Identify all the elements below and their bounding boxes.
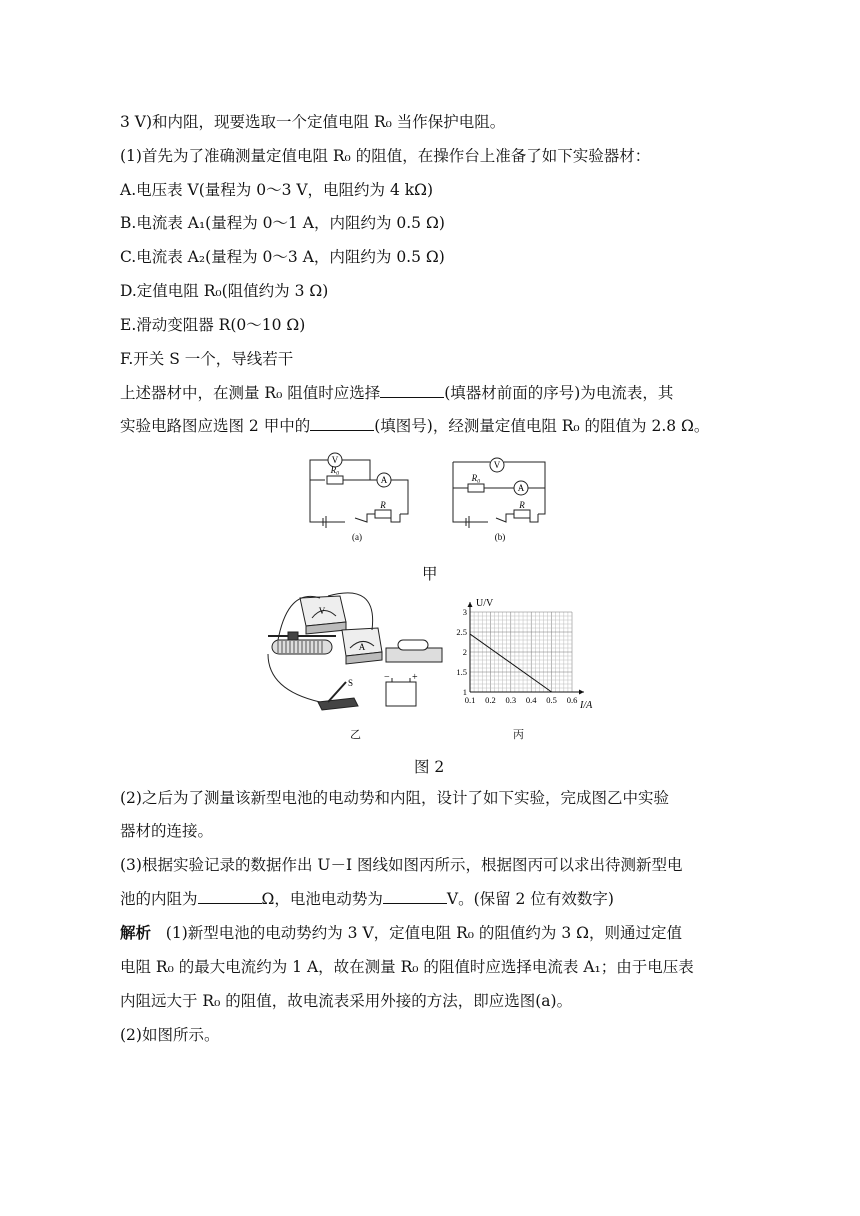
option-e: E.滑动变阻器 R(0～10 Ω) <box>120 316 306 334</box>
answer-blank[interactable] <box>383 889 447 904</box>
text-line: 内阻远大于 R₀ 的阻值，故电流表采用外接的方法，即应选图(a)。 <box>120 992 573 1010</box>
text-span: (填图号)，经测量定值电阻 R₀ 的阻值为 2.8 Ω。 <box>374 417 710 435</box>
circuit-diagram-b <box>448 450 560 544</box>
y-tick-label: 2 <box>462 647 467 657</box>
x-tick-label: 0.4 <box>525 695 537 705</box>
apparatus-diagram <box>258 590 458 720</box>
rheostat-label: R <box>380 500 386 510</box>
y-axis-arrow <box>468 602 473 607</box>
text-line: (2)如图所示。 <box>120 1026 220 1044</box>
question-1: (1)首先为了准确测量定值电阻 R₀ 的阻值，在操作台上准备了如下实验器材： <box>120 147 651 165</box>
y-tick-label: 3 <box>462 607 467 617</box>
text-span: V。(保留 2 位有效数字) <box>446 890 614 908</box>
text-span: Ω，电池电动势为 <box>261 890 383 908</box>
battery-minus-label: − <box>384 672 390 683</box>
battery-plus-label: + <box>412 672 418 683</box>
text-line <box>120 383 673 403</box>
x-axis-label: I/A <box>580 700 593 711</box>
text-span: (1)新型电池的电动势约为 3 V，定值电阻 R₀ 的阻值约为 3 Ω，则通过定值 <box>165 924 682 942</box>
voltmeter-label: V <box>331 455 339 465</box>
ammeter-label: A <box>380 475 388 485</box>
text-span: 实验电路图应选图 2 甲中的 <box>120 417 311 435</box>
analysis-heading: 解析 <box>120 923 152 942</box>
x-tick-label: 0.6 <box>566 695 578 705</box>
text-line: 电阻 R₀ 的最大电流约为 1 A，故在测量 R₀ 的阻值时应选择电流表 A₁；由于电压表 <box>120 958 694 976</box>
answer-blank[interactable] <box>380 383 444 398</box>
text-line <box>120 889 614 909</box>
figure-2-caption: 图 2 <box>414 758 445 776</box>
y-axis-label: U/V <box>476 598 494 609</box>
x-axis-arrow <box>579 690 584 695</box>
text-span: 上述器材中，在测量 R₀ 阻值时应选择 <box>120 384 381 402</box>
voltmeter-label: V <box>493 460 501 470</box>
y-tick-label: 1.5 <box>456 667 467 677</box>
analysis-line <box>120 923 682 943</box>
circuit-diagram-a <box>305 450 417 544</box>
text-span: 池的内阻为 <box>120 890 198 908</box>
option-a: A.电压表 V(量程为 0～3 V，电阻约为 4 kΩ) <box>120 181 434 199</box>
option-c: C.电流表 A₂(量程为 0～3 A，内阻约为 0.5 Ω) <box>120 248 445 266</box>
x-tick-label: 0.5 <box>546 695 557 705</box>
resistor-r0-label: R₀ <box>471 473 481 483</box>
x-tick-label: 0.2 <box>485 695 496 705</box>
answer-blank[interactable] <box>310 416 374 431</box>
figure-bing-label: 丙 <box>513 729 524 741</box>
ammeter-label: A <box>517 483 525 493</box>
voltmeter-label: V <box>318 606 326 616</box>
text-line <box>120 416 709 436</box>
question-2: (2)之后为了测量该新型电池的电动势和内阻，设计了如下实验，完成图乙中实验 <box>120 789 669 807</box>
text-line: 器材的连接。 <box>120 822 214 840</box>
ammeter-label: A <box>358 642 366 652</box>
y-tick-label: 1 <box>462 687 467 697</box>
x-tick-label: 0.1 <box>464 695 476 705</box>
question-3: (3)根据实验记录的数据作出 U－I 图线如图丙所示，根据图丙可以求出待测新型电 <box>120 856 683 874</box>
y-tick-label: 2.5 <box>456 627 467 637</box>
answer-blank[interactable] <box>198 889 262 904</box>
text-span: (填器材前面的序号)为电流表，其 <box>444 384 674 402</box>
chart-grid <box>470 612 572 692</box>
x-tick-label: 0.3 <box>505 695 517 705</box>
option-d: D.定值电阻 R₀(阻值约为 3 Ω) <box>120 282 329 300</box>
text-line: 3 V)和内阻，现要选取一个定值电阻 R₀ 当作保护电阻。 <box>120 113 506 131</box>
option-f: F.开关 S 一个，导线若干 <box>120 350 294 368</box>
figure-yi-label: 乙 <box>350 729 361 741</box>
ui-chart <box>450 596 610 718</box>
figure-jia-label: 甲 <box>422 565 438 583</box>
circuit-a-caption: (a) <box>352 532 362 542</box>
rheostat-label: R <box>519 500 525 510</box>
circuit-b-caption: (b) <box>494 532 506 542</box>
option-b: B.电流表 A₁(量程为 0～1 A，内阻约为 0.5 Ω) <box>120 214 445 232</box>
switch-label: S <box>348 678 354 688</box>
resistor-r0-label: R₀ <box>330 465 340 475</box>
